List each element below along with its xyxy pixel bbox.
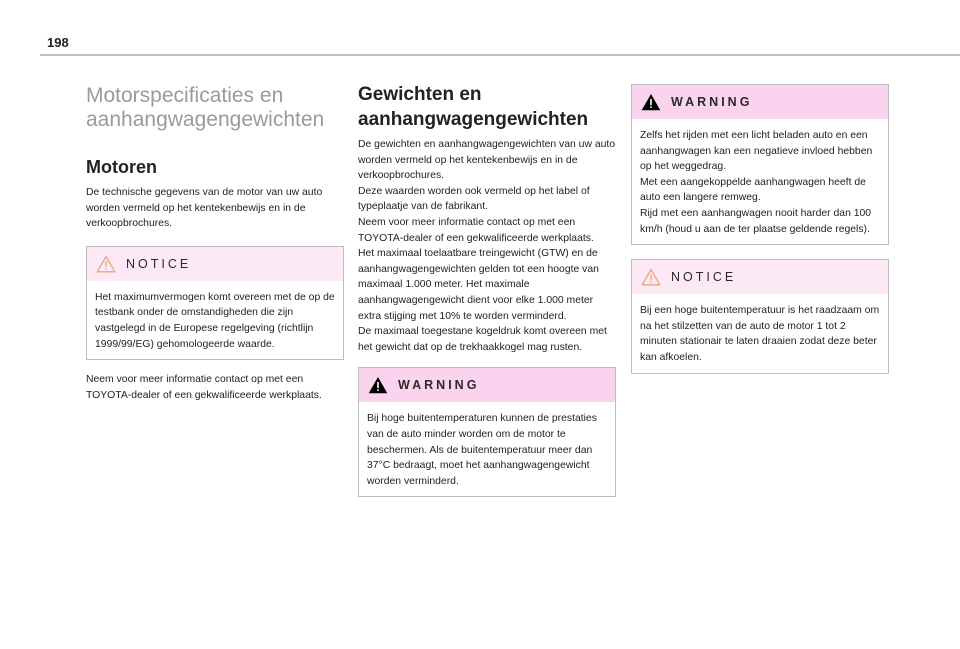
weights-paragraph-3: Neem voor meer informatie contact op met een TOYOTA-dealer of een gekwalificeerde werkplaats. xyxy=(358,216,594,244)
warning-paragraph-2: Met een aangekoppelde aanhangwagen heeft de auto een langere remweg. xyxy=(640,176,866,204)
section-heading-gewichten: Gewichten en aanhangwagengewichten xyxy=(358,84,589,130)
notice-label: NOTICE xyxy=(126,256,192,271)
weights-paragraph-1: De gewichten en aanhangwagengewichten van uw auto worden vermeld op het kentekenbewijs en in de verkoopbrochures. xyxy=(358,139,616,182)
warning-triangle-icon xyxy=(368,376,388,394)
top-rule xyxy=(40,54,960,56)
contact-dealer-text: Neem voor meer informatie contact op met een TOYOTA-dealer of een gekwalificeerde werkplaats. xyxy=(86,374,322,401)
caution-triangle-icon xyxy=(641,268,661,286)
notice-label: NOTICE xyxy=(671,270,737,285)
warning-paragraph-1: Zelfs het rijden met een licht beladen auto en een aanhangwagen kan een negatieve invloed hebben op het weggedrag. xyxy=(640,130,873,173)
notice-box-right xyxy=(631,259,889,373)
section-heading-motoren: Motoren xyxy=(86,157,157,177)
notice-text: Bij een hoge buitentemperatuur is het raadzaam om na het stilzetten van de auto de motor 1 tot 2 minuten stationair te laten draaien zodat deze beter kan afkoelen. xyxy=(640,305,880,363)
weights-paragraph-2: Deze waarden worden ook vermeld op het label of typeplaatje van de fabrikant. xyxy=(358,185,590,213)
middle-column xyxy=(358,80,616,497)
warning-label: WARNING xyxy=(671,95,753,109)
notice-box-left xyxy=(86,246,344,360)
warning-label: WARNING xyxy=(398,378,480,393)
left-column xyxy=(86,80,344,403)
notice-header xyxy=(87,247,343,281)
weights-paragraph-5: De maximaal toegestane kogeldruk komt overeen met het gewicht dat op de trekhaakkogel mag rusten. xyxy=(358,326,607,353)
warning-text: Bij hoge buitentemperaturen kunnen de prestaties van de auto minder worden om de motor te beschermen. Als de buitentemperatuur meer dan 37°C bedraagt, moet het aanhangwagengewicht worden verminderd. xyxy=(367,413,597,487)
page-title: Motorspecificaties en aanhangwagengewichten xyxy=(86,84,325,131)
page-number: 198 xyxy=(47,35,69,50)
warning-header xyxy=(359,368,615,402)
notice-text: Het maximumvermogen komt overeen met de op de testbank onder de omstandigheden die zijn vastgelegd in de Europese regelgeving (richtlijn 1999/99/EG) gehomologeerde waarde. xyxy=(95,291,335,350)
motoren-intro: De technische gegevens van de motor van uw auto worden vermeld op het kentekenbewijs en in de verkoopbrochures. xyxy=(86,187,323,230)
weights-paragraph-4: Het maximaal toelaatbare treingewicht (GTW) en de aanhangwagengewichten gelden tot een hoogte van maximaal 1.000 meter. Het maximale aanhangwagengewicht dient voor elke 1.000 meter extra stijging met 10% te worden verminderd. xyxy=(358,248,599,322)
warning-box-right xyxy=(631,84,889,245)
right-column xyxy=(631,84,889,374)
caution-triangle-icon xyxy=(96,255,116,273)
warning-text xyxy=(632,119,888,244)
warning-triangle-icon xyxy=(641,93,661,111)
warning-box-middle xyxy=(358,367,616,497)
warning-paragraph-3: Rijd met een aanhangwagen nooit harder dan 100 km/h (houd u aan de ter plaatse geldende regels). xyxy=(640,207,872,235)
notice-header xyxy=(632,260,888,294)
warning-header xyxy=(632,85,888,119)
